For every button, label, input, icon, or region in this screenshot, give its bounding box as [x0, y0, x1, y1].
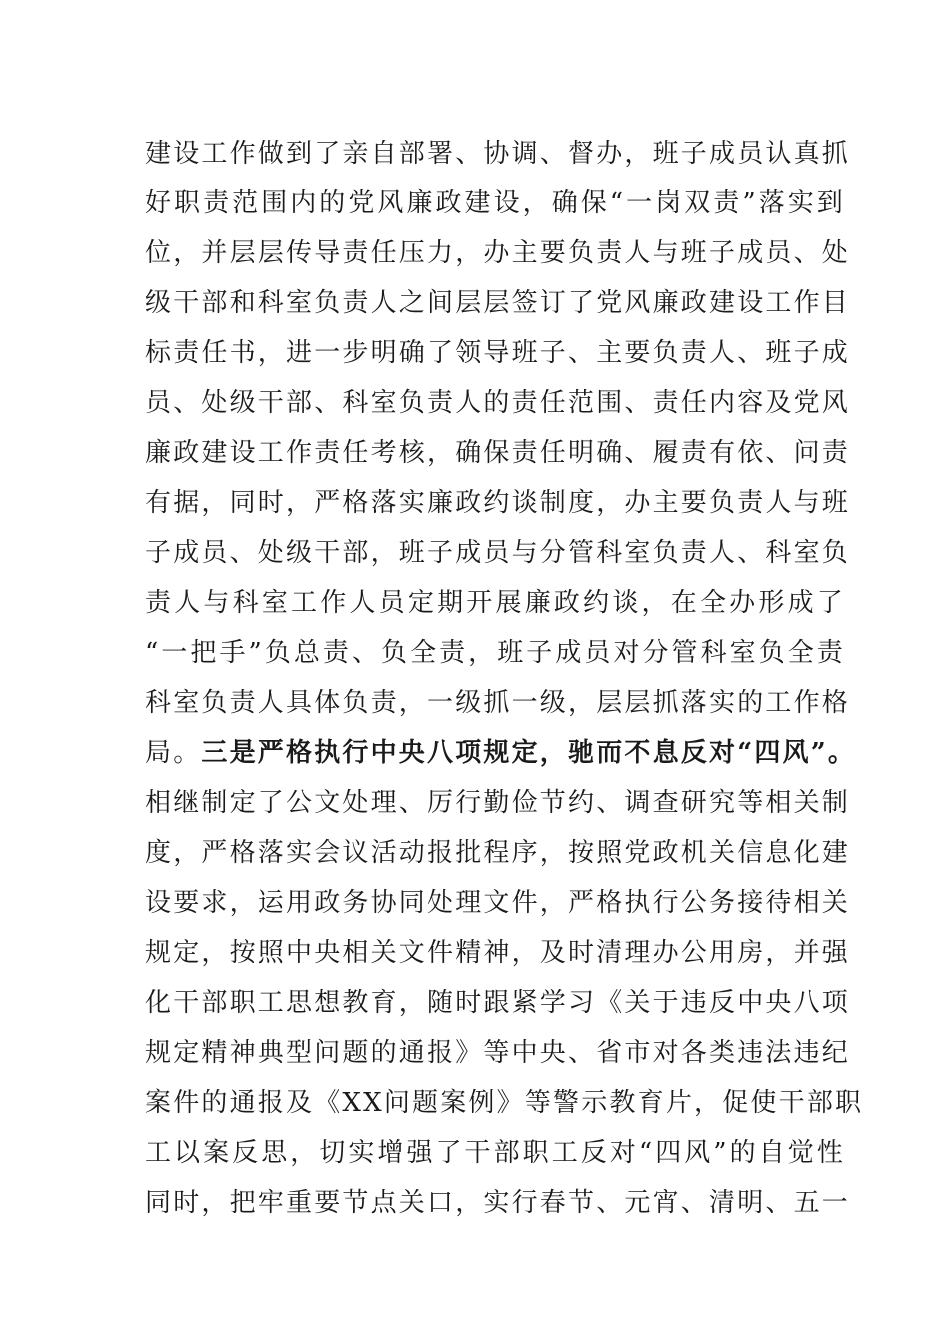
- text-line: 化干部职工思想教育，随时跟紧学习《关于违反中央八项: [145, 988, 851, 1018]
- text-line-with-heading: [145, 736, 857, 770]
- text-line: 相继制定了公文处理、厉行勤俭节约、调查研究等相关制: [145, 788, 851, 818]
- text-line: 标责任书，进一步明确了领导班子、主要负责人、班子成: [145, 338, 851, 368]
- text-segment: 局。: [145, 738, 202, 768]
- text-line: 廉政建设工作责任考核，确保责任明确、履责有依、问责: [145, 438, 851, 468]
- text-line: 有据，同时，严格落实廉政约谈制度，办主要负责人与班: [145, 488, 851, 518]
- text-line: 设要求，运用政务协同处理文件，严格执行公务接待相关: [145, 888, 851, 918]
- text-line: 案件的通报及《XX问题案例》等警示教育片，促使干部职: [145, 1088, 864, 1118]
- text-line: 子成员、处级干部，班子成员与分管科室负责人、科室负: [145, 538, 851, 568]
- text-line: “一把手”负总责、负全责，班子成员对分管科室负全责: [145, 638, 845, 668]
- text-line: 度，严格落实会议活动报批程序，按照党政机关信息化建: [145, 838, 851, 868]
- text-line: 责人与科室工作人员定期开展廉政约谈，在全办形成了: [145, 588, 845, 618]
- text-line: 规定精神典型问题的通报》等中央、省市对各类违法违纪: [145, 1038, 851, 1068]
- text-line: 工以案反思，切实增强了干部职工反对“四风”的自觉性: [145, 1138, 845, 1168]
- text-line: 位，并层层传导责任压力，办主要负责人与班子成员、处: [145, 238, 851, 268]
- text-line: 建设工作做到了亲自部署、协调、督办，班子成员认真抓: [145, 139, 851, 169]
- text-line: 员、处级干部、科室负责人的责任范围、责任内容及党风: [145, 388, 851, 418]
- text-line: 同时，把牢重要节点关口，实行春节、元宵、清明、五一: [145, 1188, 851, 1218]
- text-line: 好职责范围内的党风廉政建设，确保“一岗双责”落实到: [145, 188, 845, 218]
- text-line: 级干部和科室负责人之间层层签订了党风廉政建设工作目: [145, 288, 851, 318]
- text-line: 科室负责人具体负责，一级抓一级，层层抓落实的工作格: [145, 688, 851, 718]
- section-heading: 三是严格执行中央八项规定，驰而不息反对“四风”。: [201, 738, 857, 768]
- text-line: 规定，按照中央相关文件精神，及时清理办公用房，并强: [145, 938, 851, 968]
